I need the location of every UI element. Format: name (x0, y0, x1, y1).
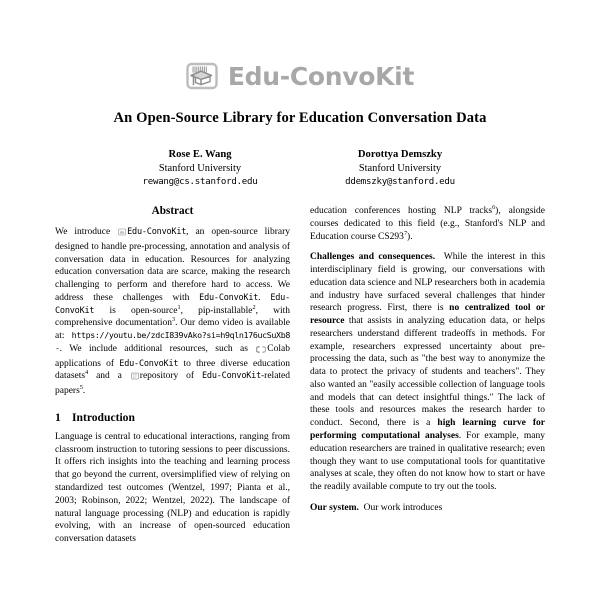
right-text-2c: . For example, many education researchers are trained in qualitative research; even though they want to use computational tools for quantitative analyses at scale, they often do not know how to start or have the readily available compute to try out the tools. (310, 431, 546, 493)
graduation-cap-logo-icon (186, 60, 218, 92)
abstract-text-4f: -related papers (55, 371, 291, 397)
abstract-text-pre: We introduce (55, 227, 111, 237)
author-affiliation: Stanford University (158, 163, 242, 175)
section-number: 1 (55, 410, 61, 424)
demo-video-url[interactable]: https://youtu.be/zdcI839vAko?si=h9qln176ucSuXb8- (55, 330, 290, 353)
author-email[interactable]: ddemszky@stanford.edu (345, 176, 455, 187)
abstract-term-edu-convokit: Edu-ConvoKit (202, 371, 262, 382)
footnote-marker-7: 7 (403, 229, 408, 237)
footnote-marker-5: 5 (79, 384, 83, 392)
right-text-1b: ), alongside courses dedicated to this field (e.g., Stanford's NLP and Education course CS293 (310, 206, 546, 242)
abstract-text-3a: is open-source (109, 305, 178, 316)
abstract-text-3c: , with comprehensive documentation (55, 305, 291, 329)
emphasis-high-learning-curve: high learning curve for performing computational analyses (310, 418, 545, 442)
author-entry (100, 148, 300, 188)
abstract-term-edu-convokit: Edu-ConvoKit (199, 292, 259, 303)
abstract-text-4g: . (82, 386, 86, 397)
left-column (55, 205, 290, 554)
abstract-term-edu-convokit: Edu-ConvoKit (127, 227, 187, 237)
abstract-term-edu-convokit: Edu-ConvoKit (55, 292, 291, 316)
edu-convokit-logo-icon (118, 228, 126, 241)
right-column (310, 205, 545, 554)
emphasis-no-centralized-tool: no centralized tool or resource (310, 303, 546, 327)
author-name: Dorottya Demszky (357, 149, 443, 160)
abstract-text-3b: , pip-installable (180, 305, 253, 316)
abstract-text-2: . (258, 292, 261, 303)
author-email[interactable]: rewang@cs.stanford.edu (142, 176, 258, 187)
footnote-marker-6: 6 (492, 203, 496, 211)
right-text-1c: ). (407, 231, 413, 242)
abstract-term-edu-convokit: Edu-ConvoKit (119, 358, 179, 369)
abstract-heading: Abstract (151, 205, 194, 217)
section-title: Introduction (72, 410, 135, 424)
google-colab-icon (256, 345, 266, 358)
author-affiliation: Stanford University (358, 163, 442, 175)
right-text-3a: Our work introduces (363, 502, 443, 513)
abstract-text-1: , an open-source library designed to handle pre-processing, annotation and analysis of conversation data in education. Resources for analyzing education conversation data are scarce, making the research challenging to perform and therefore hard to access. We address these challenges with (55, 227, 290, 303)
paragraph-challenges-and-consequences (310, 251, 545, 494)
right-text-1a: education conferences hosting NLP tracks (310, 206, 493, 216)
paragraph-runin-heading: Challenges and consequences. (310, 252, 436, 263)
author-block (0, 148, 600, 188)
abstract-text-3d: . Our demo video is available at: (55, 318, 291, 342)
abstract-text-4d: and a (96, 371, 122, 382)
author-entry (300, 148, 500, 188)
abstract-paragraph (55, 226, 290, 398)
masthead (0, 0, 600, 127)
footnote-marker-4: 4 (85, 369, 89, 377)
right-text-2a: While the interest in this interdisciplinary field is growing, our conversations with education data science and NLP researchers both in academia and industry have surfaced several challenges that hinder research progress. First, there is (310, 252, 546, 314)
introduction-paragraph: Language is central to educational interactions, ranging from classroom instruction to tutoring sessions to peer discussions. It offers rich insights into the teaching and learning process that go beyond the current, oversimplified view of relying on standardized test outcomes (Wentzel, 1997; Pianta et al., 2003; Robinson, 2022; Wentzel, 2022). The landscape of natural language processing (NLP) and education is rapidly evolving, with an increase of open-sourced education conversation datasets (55, 431, 290, 545)
right-paragraph-continuation (310, 205, 545, 243)
body-columns (55, 205, 545, 554)
page-title: An Open-Source Library for Education Conversation Data (113, 110, 487, 126)
right-text-2b: that assists in analyzing education data, or helps researchers understand different tradeoffs in methods. For example, researchers expressed uncertainty about pre-processing the data, such as "the best way to anonymize the data to protect the privacy of students and teachers". They also wanted an "easily accessible collection of language tools and models that can detect insightful things." The lack of these tools and resources makes the research harder to conduct. Second, there is a (310, 316, 545, 429)
abstract-text-4c: to three diverse education datasets (55, 358, 290, 382)
paragraph-runin-heading: Our system. (310, 502, 359, 513)
abstract-text-4b: Colab applications of (55, 343, 290, 369)
section-heading-introduction (55, 411, 290, 424)
logo-wordmark: Edu-ConvoKit (227, 61, 415, 91)
abstract-text-4a: . We include additional resources, such as (59, 343, 248, 354)
author-name: Rose E. Wang (168, 149, 232, 160)
abstract-text-4e: repository of (139, 371, 195, 382)
repository-icon (131, 372, 139, 385)
footnote-marker-2: 2 (252, 303, 256, 311)
logo-row (0, 55, 600, 97)
paragraph-our-system (310, 502, 545, 515)
footnote-marker-3: 3 (171, 316, 176, 324)
footnote-marker-1: 1 (177, 303, 181, 311)
